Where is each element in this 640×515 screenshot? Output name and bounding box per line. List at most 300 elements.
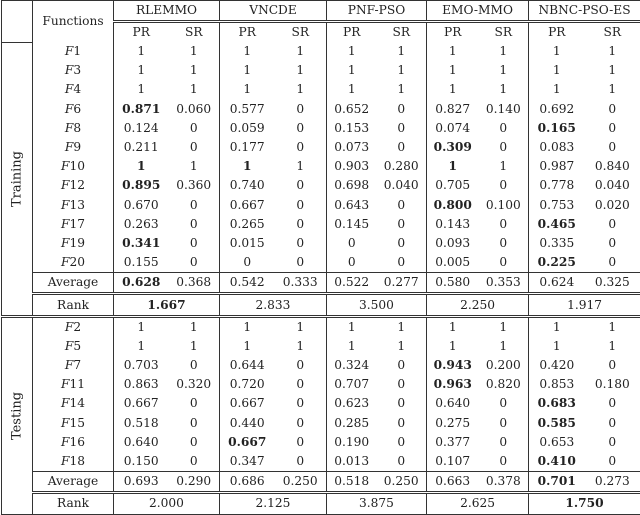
sr-value: 0 (169, 394, 220, 413)
function-number: 14 (69, 396, 85, 410)
pr-value: 0.800 (427, 196, 479, 215)
pr-value: 0.903 (327, 157, 377, 176)
pr-value: 0.265 (220, 215, 275, 234)
function-letter: F (61, 396, 69, 410)
method-header: NBNC-PSO-ES (529, 1, 640, 22)
pr-value: 0.074 (427, 119, 479, 138)
pr-value: 0.871 (114, 100, 169, 119)
pr-value: 1 (327, 80, 377, 99)
average-value: 0.686 (220, 472, 275, 493)
pr-value: 1 (114, 316, 169, 337)
pr-value: 0.285 (327, 414, 377, 433)
method-header: RLEMMO (114, 1, 220, 22)
sr-value: 0 (377, 215, 427, 234)
function-letter: F (61, 377, 69, 391)
pr-value: 0.863 (114, 375, 169, 394)
average-value: 0.522 (327, 273, 377, 294)
rank-value: 1.667 (114, 294, 220, 316)
sr-value: 0 (377, 375, 427, 394)
sr-value: 1 (275, 316, 327, 337)
pr-value: 1 (114, 42, 169, 61)
pr-value: 0.275 (427, 414, 479, 433)
sr-value: 0 (479, 234, 529, 253)
function-letter: F (61, 435, 69, 449)
function-name (33, 253, 114, 273)
sr-value: 0.820 (479, 375, 529, 394)
sr-value: 1 (377, 80, 427, 99)
function-number: 16 (69, 435, 85, 449)
sr-value: 0.040 (377, 176, 427, 195)
average-value: 0.290 (169, 472, 220, 493)
table-row (2, 337, 640, 356)
pr-value: 1 (427, 61, 479, 80)
rank-value: 2.625 (427, 493, 529, 514)
function-letter: F (61, 416, 69, 430)
sr-value: 0.020 (585, 196, 640, 215)
sr-value: 0 (479, 119, 529, 138)
average-value: 0.250 (275, 472, 327, 493)
pr-value: 0.640 (427, 394, 479, 413)
pr-value: 1 (114, 157, 169, 176)
section-label (2, 316, 33, 514)
pr-value: 0.093 (427, 234, 479, 253)
sr-value: 0.320 (169, 375, 220, 394)
sr-header: SR (585, 22, 640, 43)
pr-value: 0.667 (114, 394, 169, 413)
sr-value: 0 (377, 138, 427, 157)
function-number: 1 (73, 44, 81, 58)
table-row (2, 356, 640, 375)
pr-value: 0.753 (529, 196, 585, 215)
sr-value: 0 (169, 119, 220, 138)
function-number: 2 (73, 320, 81, 334)
sr-value: 0 (275, 356, 327, 375)
pr-value: 1 (529, 316, 585, 337)
function-number: 19 (69, 236, 85, 250)
method-header: VNCDE (220, 1, 327, 22)
sr-value: 0 (275, 234, 327, 253)
function-name (33, 375, 114, 394)
function-number: 11 (69, 377, 85, 391)
function-number: 13 (69, 198, 85, 212)
sr-value: 1 (585, 316, 640, 337)
pr-value: 0.005 (427, 253, 479, 273)
table-row (2, 138, 640, 157)
pr-value: 0.963 (427, 375, 479, 394)
function-letter: F (65, 63, 73, 77)
function-name (33, 119, 114, 138)
pr-value: 0.124 (114, 119, 169, 138)
sr-value: 1 (169, 42, 220, 61)
pr-value: 0.073 (327, 138, 377, 157)
sr-value: 0 (275, 138, 327, 157)
function-number: 8 (73, 121, 81, 135)
average-row (2, 472, 640, 493)
pr-value: 1 (220, 316, 275, 337)
pr-value: 0.827 (427, 100, 479, 119)
pr-value: 0.707 (327, 375, 377, 394)
rank-value: 3.875 (327, 493, 427, 514)
sr-value: 0 (169, 414, 220, 433)
pr-value: 0.211 (114, 138, 169, 157)
sr-value: 0.140 (479, 100, 529, 119)
sr-value: 0 (585, 215, 640, 234)
pr-value: 1 (427, 316, 479, 337)
sr-value: 0 (275, 100, 327, 119)
sr-value: 1 (585, 61, 640, 80)
pr-value: 0.667 (220, 394, 275, 413)
sr-value: 1 (585, 42, 640, 61)
sr-value: 0 (479, 433, 529, 452)
sr-value: 0 (585, 414, 640, 433)
sr-value: 0 (479, 176, 529, 195)
sr-value: 1 (275, 337, 327, 356)
function-letter: F (65, 320, 73, 334)
sr-value: 0 (377, 394, 427, 413)
sr-value: 0.040 (585, 176, 640, 195)
method-header: PNF-PSO (327, 1, 427, 22)
pr-value: 0.150 (114, 452, 169, 472)
pr-value: 1 (327, 42, 377, 61)
average-value: 0.333 (275, 273, 327, 294)
function-name (33, 414, 114, 433)
sr-value: 1 (479, 80, 529, 99)
pr-value: 0.778 (529, 176, 585, 195)
pr-value: 1 (220, 80, 275, 99)
pr-value: 1 (529, 80, 585, 99)
pr-value: 1 (327, 316, 377, 337)
function-number: 18 (69, 454, 85, 468)
sr-value: 0 (377, 452, 427, 472)
pr-value: 0.083 (529, 138, 585, 157)
function-letter: F (61, 217, 69, 231)
pr-value: 0.987 (529, 157, 585, 176)
function-letter: F (65, 121, 73, 135)
functions-header: Functions (33, 1, 114, 43)
sr-value: 1 (275, 157, 327, 176)
sr-value: 0 (275, 176, 327, 195)
average-value: 0.580 (427, 273, 479, 294)
pr-value: 1 (427, 157, 479, 176)
sr-value: 1 (377, 316, 427, 337)
pr-value: 0.347 (220, 452, 275, 472)
sr-value: 1 (479, 337, 529, 356)
table-row (2, 100, 640, 119)
sr-value: 0 (169, 234, 220, 253)
pr-value: 0.643 (327, 196, 377, 215)
pr-value: 0.440 (220, 414, 275, 433)
pr-value: 0.420 (529, 356, 585, 375)
pr-value: 0.059 (220, 119, 275, 138)
sr-value: 0 (377, 100, 427, 119)
sr-value: 0.280 (377, 157, 427, 176)
average-value: 0.368 (169, 273, 220, 294)
sr-header: SR (377, 22, 427, 43)
rank-value: 2.250 (427, 294, 529, 316)
table-row (2, 414, 640, 433)
pr-value: 0.585 (529, 414, 585, 433)
sr-value: 0 (169, 356, 220, 375)
pr-header: PR (327, 22, 377, 43)
function-letter: F (61, 178, 69, 192)
function-number: 12 (69, 178, 85, 192)
pr-value: 0.653 (529, 433, 585, 452)
sr-value: 0 (169, 433, 220, 452)
sr-value: 1 (169, 316, 220, 337)
function-name (33, 157, 114, 176)
table-row (2, 42, 640, 61)
function-name (33, 356, 114, 375)
pr-value: 1 (114, 337, 169, 356)
sr-value: 0 (275, 452, 327, 472)
table-row (2, 176, 640, 195)
sr-value: 0 (585, 356, 640, 375)
sr-value: 0 (479, 394, 529, 413)
section-label-text: Testing (9, 392, 26, 440)
function-name (33, 316, 114, 337)
sr-value: 0 (275, 119, 327, 138)
sr-value: 0 (377, 234, 427, 253)
function-number: 17 (69, 217, 85, 231)
pr-value: 0.107 (427, 452, 479, 472)
pr-value: 0 (327, 253, 377, 273)
average-value: 0.628 (114, 273, 169, 294)
pr-value: 1 (220, 337, 275, 356)
function-name (33, 61, 114, 80)
sr-value: 0 (169, 452, 220, 472)
sr-value: 1 (479, 61, 529, 80)
section-label-text: Training (9, 151, 26, 207)
average-value: 0.353 (479, 273, 529, 294)
sr-value: 0.360 (169, 176, 220, 195)
average-value: 0.378 (479, 472, 529, 493)
pr-value: 0.410 (529, 452, 585, 472)
pr-value: 0.943 (427, 356, 479, 375)
sr-value: 0 (585, 138, 640, 157)
pr-value: 0.720 (220, 375, 275, 394)
pr-value: 0.692 (529, 100, 585, 119)
sr-value: 1 (169, 61, 220, 80)
function-name (33, 176, 114, 195)
sr-value: 1 (169, 157, 220, 176)
sr-value: 0.840 (585, 157, 640, 176)
average-value: 0.518 (327, 472, 377, 493)
average-row (2, 273, 640, 294)
function-letter: F (65, 82, 73, 96)
average-label: Average (33, 273, 114, 294)
pr-value: 0 (327, 234, 377, 253)
pr-value: 0.377 (427, 433, 479, 452)
sr-value: 0 (275, 414, 327, 433)
sr-value: 0 (377, 253, 427, 273)
rank-value: 3.500 (327, 294, 427, 316)
pr-value: 0.577 (220, 100, 275, 119)
sr-value: 1 (585, 337, 640, 356)
pr-value: 0.667 (220, 196, 275, 215)
pr-value: 0.895 (114, 176, 169, 195)
function-letter: F (65, 339, 73, 353)
table-row (2, 119, 640, 138)
sr-header: SR (169, 22, 220, 43)
sr-value: 1 (377, 61, 427, 80)
method-header: EMO-MMO (427, 1, 529, 22)
function-name (33, 100, 114, 119)
rank-value: 2.125 (220, 493, 327, 514)
sr-value: 0 (275, 253, 327, 273)
pr-value: 1 (529, 42, 585, 61)
function-letter: F (61, 454, 69, 468)
sr-header: SR (479, 22, 529, 43)
sr-value: 1 (479, 157, 529, 176)
sr-value: 0 (275, 215, 327, 234)
function-number: 4 (73, 82, 81, 96)
pr-value: 0.518 (114, 414, 169, 433)
pr-value: 0.190 (327, 433, 377, 452)
function-name (33, 234, 114, 253)
function-number: 3 (73, 63, 81, 77)
function-name (33, 42, 114, 61)
pr-value: 0.667 (220, 433, 275, 452)
sr-value: 0 (169, 196, 220, 215)
function-letter: F (61, 198, 69, 212)
sr-value: 0 (275, 433, 327, 452)
average-label: Average (33, 472, 114, 493)
function-name (33, 394, 114, 413)
sr-value: 0 (479, 452, 529, 472)
pr-value: 0.341 (114, 234, 169, 253)
function-letter: F (65, 358, 73, 372)
sr-value: 1 (377, 42, 427, 61)
sr-value: 0.100 (479, 196, 529, 215)
pr-value: 1 (220, 157, 275, 176)
rank-row (2, 294, 640, 316)
rank-value: 1.750 (529, 493, 640, 514)
average-value: 0.701 (529, 472, 585, 493)
pr-header: PR (114, 22, 169, 43)
pr-value: 0.165 (529, 119, 585, 138)
sr-value: 1 (275, 80, 327, 99)
sr-value: 0 (169, 138, 220, 157)
pr-value: 1 (220, 61, 275, 80)
pr-value: 0.703 (114, 356, 169, 375)
pr-value: 0.670 (114, 196, 169, 215)
sr-value: 0 (169, 253, 220, 273)
table-row (2, 375, 640, 394)
function-number: 7 (73, 358, 81, 372)
function-name (33, 215, 114, 234)
average-value: 0.273 (585, 472, 640, 493)
pr-value: 0.705 (427, 176, 479, 195)
pr-value: 0 (220, 253, 275, 273)
sr-value: 1 (585, 80, 640, 99)
corner-cell (2, 1, 33, 43)
sr-value: 0.200 (479, 356, 529, 375)
function-name (33, 433, 114, 452)
sr-value: 0 (479, 138, 529, 157)
pr-value: 0.644 (220, 356, 275, 375)
pr-value: 1 (529, 61, 585, 80)
function-name (33, 452, 114, 472)
pr-value: 0.623 (327, 394, 377, 413)
function-number: 5 (73, 339, 81, 353)
sr-value: 0 (585, 234, 640, 253)
table-row (2, 316, 640, 337)
function-number: 9 (73, 140, 81, 154)
pr-value: 0.153 (327, 119, 377, 138)
table-row (2, 234, 640, 253)
table-row (2, 157, 640, 176)
average-value: 0.624 (529, 273, 585, 294)
pr-value: 0.698 (327, 176, 377, 195)
sr-value: 0 (275, 196, 327, 215)
results-table (1, 0, 640, 515)
function-number: 15 (69, 416, 85, 430)
section-label (2, 42, 33, 316)
pr-value: 0.652 (327, 100, 377, 119)
function-name (33, 337, 114, 356)
pr-value: 0.683 (529, 394, 585, 413)
average-value: 0.250 (377, 472, 427, 493)
table-row (2, 452, 640, 472)
function-letter: F (65, 44, 73, 58)
pr-value: 0.145 (327, 215, 377, 234)
sr-value: 0 (585, 394, 640, 413)
sr-value: 0 (377, 196, 427, 215)
sr-value: 0 (585, 253, 640, 273)
sr-header: SR (275, 22, 327, 43)
rank-value: 2.833 (220, 294, 327, 316)
pr-value: 0.309 (427, 138, 479, 157)
table-row (2, 394, 640, 413)
table-row (2, 215, 640, 234)
function-letter: F (61, 236, 69, 250)
pr-value: 1 (114, 61, 169, 80)
table-row (2, 433, 640, 452)
average-value: 0.693 (114, 472, 169, 493)
pr-value: 1 (427, 42, 479, 61)
rank-row (2, 493, 640, 514)
sr-value: 0 (377, 414, 427, 433)
rank-value: 2.000 (114, 493, 220, 514)
function-letter: F (61, 159, 69, 173)
function-name (33, 196, 114, 215)
pr-header: PR (220, 22, 275, 43)
sr-value: 0.060 (169, 100, 220, 119)
pr-value: 0.155 (114, 253, 169, 273)
rank-label: Rank (33, 493, 114, 514)
pr-value: 0.853 (529, 375, 585, 394)
sr-value: 1 (479, 316, 529, 337)
sr-value: 0 (479, 414, 529, 433)
average-value: 0.277 (377, 273, 427, 294)
pr-value: 0.324 (327, 356, 377, 375)
sr-value: 0 (377, 356, 427, 375)
sr-value: 1 (169, 337, 220, 356)
table-row (2, 61, 640, 80)
sr-value: 1 (275, 42, 327, 61)
pr-value: 0.640 (114, 433, 169, 452)
function-number: 20 (69, 255, 85, 269)
pr-value: 1 (114, 80, 169, 99)
sr-value: 1 (377, 337, 427, 356)
table-row (2, 253, 640, 273)
sr-value: 0.180 (585, 375, 640, 394)
function-letter: F (65, 140, 73, 154)
sr-value: 0 (377, 433, 427, 452)
pr-value: 0.740 (220, 176, 275, 195)
sr-value: 0 (169, 215, 220, 234)
table-row (2, 196, 640, 215)
